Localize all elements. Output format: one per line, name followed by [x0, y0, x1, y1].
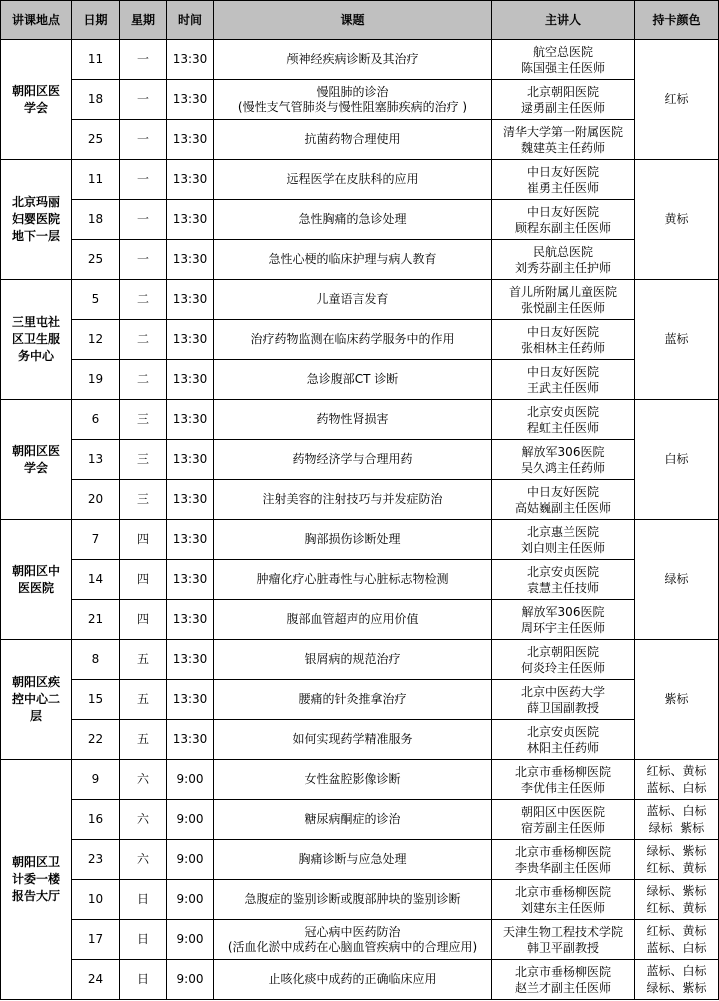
topic-cell: [214, 920, 492, 960]
card-color-line: 紫标: [664, 692, 689, 706]
table-row: [1, 560, 719, 600]
date-cell: 25: [72, 240, 120, 280]
table-row: [1, 160, 719, 200]
topic-cell: [214, 360, 492, 400]
speaker-cell: [492, 880, 635, 920]
topic-line: 急腹症的鉴别诊断或腹部肿块的鉴别诊断: [244, 892, 461, 906]
time-cell: 13:30: [167, 80, 214, 120]
speaker-line: 北京市垂杨柳医院: [514, 964, 611, 979]
location-line: 区卫生服: [11, 332, 60, 346]
topic-cell: [214, 600, 492, 640]
speaker-line: 刘建东主任医师: [520, 900, 605, 915]
speaker-line: 北京安贞医院: [526, 404, 599, 419]
card-color-line: 蓝标、白标: [646, 940, 707, 955]
topic-cell: [214, 120, 492, 160]
topic-line: 银屑病的规范治疗: [304, 652, 401, 666]
speaker-cell: [492, 640, 635, 680]
topic-cell: [214, 400, 492, 440]
card-color-line: 绿标: [664, 572, 689, 586]
table-row: [1, 80, 719, 120]
weekday-cell: 三: [120, 440, 167, 480]
speaker-line: 中日友好医院: [526, 484, 599, 499]
weekday-cell: 二: [120, 320, 167, 360]
speaker-cell: [492, 520, 635, 560]
weekday-cell: 二: [120, 280, 167, 320]
table-row: [1, 40, 719, 80]
speaker-cell: [492, 720, 635, 760]
speaker-line: 魏建英主任药师: [520, 140, 605, 155]
time-cell: 13:30: [167, 240, 214, 280]
date-cell: 21: [72, 600, 120, 640]
table-row: [1, 800, 719, 840]
location-cell: [1, 400, 72, 520]
location-line: 报告大厅: [11, 889, 60, 903]
speaker-line: 高姑巍副主任医师: [514, 500, 611, 515]
weekday-cell: 六: [120, 840, 167, 880]
speaker-cell: [492, 480, 635, 520]
card-color-cell: [635, 280, 719, 400]
date-cell: 7: [72, 520, 120, 560]
table-row: [1, 720, 719, 760]
date-cell: 16: [72, 800, 120, 840]
time-cell: 13:30: [167, 560, 214, 600]
time-cell: 9:00: [167, 920, 214, 960]
card-color-line: 绿标、紫标: [646, 980, 707, 995]
card-color-cell: [635, 40, 719, 160]
table-row: [1, 360, 719, 400]
topic-line: 急性心梗的临床护理与病人教育: [268, 252, 437, 266]
speaker-cell: [492, 680, 635, 720]
location-line: 务中心: [17, 349, 54, 363]
header-card-color: 持卡颜色: [635, 1, 719, 40]
topic-line: 慢阻肺的诊治: [316, 84, 389, 99]
speaker-line: 李贵华副主任医师: [514, 860, 611, 875]
card-color-cell: [635, 800, 719, 840]
location-cell: [1, 160, 72, 280]
speaker-line: 李优伟主任医师: [520, 780, 605, 795]
speaker-cell: [492, 120, 635, 160]
location-line: 三里屯社: [11, 315, 60, 329]
speaker-line: 赵兰才副主任医师: [514, 980, 611, 995]
speaker-line: 张悦副主任医师: [520, 300, 605, 315]
speaker-line: 中日友好医院: [526, 204, 599, 219]
topic-cell: [214, 520, 492, 560]
table-row: [1, 600, 719, 640]
speaker-line: 北京市垂杨柳医院: [514, 884, 611, 899]
card-color-line: 红标、黄标: [646, 923, 707, 938]
speaker-cell: [492, 560, 635, 600]
time-cell: 13:30: [167, 440, 214, 480]
card-color-cell: [635, 960, 719, 1000]
speaker-line: 解放军306医院: [521, 444, 605, 459]
topic-line: 冠心病中医药防治: [304, 924, 401, 939]
card-color-line: 蓝标、白标: [646, 963, 707, 978]
time-cell: 13:30: [167, 600, 214, 640]
date-cell: 25: [72, 120, 120, 160]
date-cell: 8: [72, 640, 120, 680]
header-time: 时间: [167, 1, 214, 40]
time-cell: 9:00: [167, 760, 214, 800]
location-line: 学会: [23, 460, 48, 475]
weekday-cell: 五: [120, 720, 167, 760]
topic-line: 儿童语言发育: [316, 292, 389, 306]
table-row: [1, 920, 719, 960]
speaker-line: 王武主任医师: [526, 380, 599, 395]
topic-cell: [214, 80, 492, 120]
speaker-line: 中日友好医院: [526, 324, 599, 339]
location-line: 计委一楼: [11, 872, 60, 886]
date-cell: 15: [72, 680, 120, 720]
table-row: [1, 960, 719, 1000]
date-cell: 18: [72, 80, 120, 120]
topic-cell: [214, 880, 492, 920]
card-color-line: 蓝标: [664, 332, 689, 346]
weekday-cell: 一: [120, 80, 167, 120]
topic-cell: [214, 960, 492, 1000]
speaker-cell: [492, 80, 635, 120]
date-cell: 24: [72, 960, 120, 1000]
card-color-line: 红标、黄标: [646, 763, 707, 778]
location-cell: [1, 40, 72, 160]
speaker-line: 民航总医院: [532, 244, 593, 259]
topic-line: 腹部血管超声的应用价值: [286, 612, 419, 626]
date-cell: 14: [72, 560, 120, 600]
topic-line: 止咳化痰中成药的正确临床应用: [268, 972, 437, 986]
weekday-cell: 五: [120, 680, 167, 720]
topic-line: 急性胸痛的急诊处理: [298, 212, 407, 226]
date-cell: 11: [72, 40, 120, 80]
card-color-line: 绿标、紫标: [646, 883, 707, 898]
table-row: [1, 760, 719, 800]
topic-line: 药物性肾损害: [316, 412, 389, 426]
table-row: [1, 120, 719, 160]
table-row: [1, 840, 719, 880]
speaker-line: 崔勇主任医师: [526, 180, 599, 195]
topic-line: 药物经济学与合理用药: [292, 452, 413, 466]
speaker-cell: [492, 40, 635, 80]
weekday-cell: 一: [120, 240, 167, 280]
table-row: [1, 480, 719, 520]
topic-cell: [214, 200, 492, 240]
location-cell: [1, 520, 72, 640]
weekday-cell: 日: [120, 880, 167, 920]
location-line: 朝阳区医: [11, 83, 60, 98]
speaker-line: 刘秀芬副主任护师: [514, 260, 611, 275]
topic-cell: [214, 800, 492, 840]
card-color-line: 蓝标、白标: [646, 803, 707, 818]
card-color-cell: [635, 640, 719, 760]
topic-line: 远程医学在皮肤科的应用: [286, 172, 419, 186]
topic-line: 注射美容的注射技巧与并发症防治: [262, 492, 443, 506]
topic-cell: [214, 40, 492, 80]
topic-line: 腰痛的针灸推拿治疗: [298, 692, 407, 706]
card-color-line: 红标、黄标: [646, 900, 707, 915]
speaker-line: 北京朝阳医院: [526, 84, 599, 99]
topic-line: 抗菌药物合理使用: [304, 132, 401, 146]
speaker-line: 北京市垂杨柳医院: [514, 844, 611, 859]
speaker-line: 航空总医院: [532, 44, 593, 59]
table-row: [1, 640, 719, 680]
weekday-cell: 二: [120, 360, 167, 400]
speaker-line: 薛卫国副教授: [526, 700, 599, 715]
time-cell: 13:30: [167, 160, 214, 200]
speaker-line: 周环宇主任医师: [520, 620, 605, 635]
topic-cell: [214, 680, 492, 720]
weekday-cell: 一: [120, 40, 167, 80]
speaker-line: 中日友好医院: [526, 164, 599, 179]
speaker-line: 北京市垂杨柳医院: [514, 764, 611, 779]
location-line: 妇婴医院: [11, 212, 60, 226]
speaker-line: 林阳主任药师: [526, 740, 599, 755]
speaker-line: 北京中医药大学: [520, 684, 605, 699]
topic-cell: [214, 240, 492, 280]
topic-cell: [214, 440, 492, 480]
speaker-line: 何炎玲主任医师: [520, 660, 605, 675]
table-row: [1, 200, 719, 240]
card-color-line: 绿标、紫标: [646, 843, 707, 858]
speaker-cell: [492, 760, 635, 800]
card-color-cell: [635, 840, 719, 880]
header-speaker: 主讲人: [492, 1, 635, 40]
date-cell: 19: [72, 360, 120, 400]
header-topic: 课题: [214, 1, 492, 40]
speaker-cell: [492, 280, 635, 320]
speaker-line: 北京安贞医院: [526, 724, 599, 739]
weekday-cell: 四: [120, 520, 167, 560]
speaker-cell: [492, 200, 635, 240]
date-cell: 17: [72, 920, 120, 960]
speaker-cell: [492, 320, 635, 360]
location-line: 朝阳区中: [11, 563, 60, 578]
header-row: [1, 1, 719, 40]
speaker-cell: [492, 400, 635, 440]
weekday-cell: 一: [120, 160, 167, 200]
topic-line: 如何实现药学精准服务: [292, 732, 413, 746]
date-cell: 18: [72, 200, 120, 240]
speaker-line: 顾程东副主任医师: [514, 220, 611, 235]
card-color-line: 蓝标、白标: [646, 780, 707, 795]
card-color-cell: [635, 520, 719, 640]
card-color-line: 白标: [664, 452, 689, 466]
weekday-cell: 三: [120, 480, 167, 520]
location-line: 控中心二: [11, 692, 60, 706]
date-cell: 20: [72, 480, 120, 520]
card-color-line: 绿标 紫标: [648, 820, 705, 835]
speaker-line: 解放军306医院: [521, 604, 605, 619]
weekday-cell: 日: [120, 920, 167, 960]
topic-line: (慢性支气管肺炎与慢性阻塞肺疾病的治疗 ): [237, 99, 468, 114]
speaker-line: 陈国强主任医师: [520, 60, 605, 75]
card-color-line: 黄标: [664, 212, 689, 226]
date-cell: 6: [72, 400, 120, 440]
table-row: [1, 320, 719, 360]
speaker-cell: [492, 240, 635, 280]
time-cell: 13:30: [167, 360, 214, 400]
time-cell: 9:00: [167, 800, 214, 840]
date-cell: 13: [72, 440, 120, 480]
time-cell: 13:30: [167, 680, 214, 720]
topic-cell: [214, 280, 492, 320]
weekday-cell: 六: [120, 800, 167, 840]
header-date: 日期: [72, 1, 120, 40]
speaker-line: 天津生物工程技术学院: [502, 924, 623, 939]
table-row: [1, 440, 719, 480]
date-cell: 23: [72, 840, 120, 880]
time-cell: 13:30: [167, 520, 214, 560]
speaker-line: 北京朝阳医院: [526, 644, 599, 659]
speaker-line: 北京惠兰医院: [526, 524, 599, 539]
topic-line: 胸部损伤诊断处理: [304, 532, 401, 546]
speaker-line: 张相林主任药师: [520, 340, 605, 355]
schedule-body: [1, 40, 719, 1000]
speaker-line: 程虹主任医师: [526, 420, 599, 435]
location-line: 朝阳区卫: [11, 855, 60, 869]
time-cell: 13:30: [167, 480, 214, 520]
weekday-cell: 四: [120, 560, 167, 600]
location-line: 朝阳区医: [11, 443, 60, 458]
speaker-cell: [492, 920, 635, 960]
date-cell: 12: [72, 320, 120, 360]
location-line: 北京玛丽: [11, 195, 60, 209]
topic-line: 肿瘤化疗心脏毒性与心脏标志物检测: [256, 572, 449, 586]
speaker-line: 逯勇副主任医师: [520, 100, 605, 115]
topic-cell: [214, 840, 492, 880]
time-cell: 9:00: [167, 880, 214, 920]
table-row: [1, 880, 719, 920]
topic-line: 颅神经疾病诊断及其治疗: [286, 52, 419, 66]
header-location: 讲课地点: [1, 1, 72, 40]
location-line: 医医院: [17, 580, 54, 595]
topic-cell: [214, 560, 492, 600]
location-line: 朝阳区疾: [11, 675, 60, 689]
card-color-cell: [635, 160, 719, 280]
topic-cell: [214, 640, 492, 680]
table-row: [1, 400, 719, 440]
weekday-cell: 日: [120, 960, 167, 1000]
time-cell: 13:30: [167, 200, 214, 240]
topic-line: (活血化淤中成药在心脑血管疾病中的合理应用): [227, 939, 478, 954]
topic-cell: [214, 160, 492, 200]
speaker-cell: [492, 800, 635, 840]
topic-line: 糖尿病酮症的诊治: [304, 812, 401, 826]
speaker-cell: [492, 360, 635, 400]
date-cell: 10: [72, 880, 120, 920]
weekday-cell: 三: [120, 400, 167, 440]
date-cell: 22: [72, 720, 120, 760]
card-color-line: 红标: [664, 92, 689, 106]
time-cell: 13:30: [167, 720, 214, 760]
time-cell: 9:00: [167, 960, 214, 1000]
speaker-cell: [492, 600, 635, 640]
speaker-line: 朝阳区中医医院: [520, 804, 605, 819]
table-row: [1, 680, 719, 720]
time-cell: 9:00: [167, 840, 214, 880]
time-cell: 13:30: [167, 40, 214, 80]
topic-cell: [214, 720, 492, 760]
time-cell: 13:30: [167, 120, 214, 160]
speaker-line: 吴久鸿主任药师: [520, 460, 605, 475]
speaker-line: 韩卫平副教授: [526, 940, 599, 955]
speaker-line: 袁慧主任技师: [526, 580, 599, 595]
weekday-cell: 五: [120, 640, 167, 680]
location-line: 学会: [23, 100, 48, 115]
speaker-line: 中日友好医院: [526, 364, 599, 379]
weekday-cell: 四: [120, 600, 167, 640]
card-color-line: 红标、黄标: [646, 860, 707, 875]
topic-line: 胸痛诊断与应急处理: [298, 852, 407, 866]
header-weekday: 星期: [120, 1, 167, 40]
speaker-line: 北京安贞医院: [526, 564, 599, 579]
topic-cell: [214, 320, 492, 360]
topic-line: 急诊腹部CT 诊断: [306, 372, 399, 386]
topic-line: 治疗药物监测在临床药学服务中的作用: [250, 332, 455, 346]
topic-line: 女性盆腔影像诊断: [304, 772, 401, 786]
weekday-cell: 六: [120, 760, 167, 800]
weekday-cell: 一: [120, 120, 167, 160]
date-cell: 11: [72, 160, 120, 200]
table-row: [1, 520, 719, 560]
card-color-cell: [635, 760, 719, 800]
speaker-line: 首儿所附属儿童医院: [508, 284, 617, 299]
card-color-cell: [635, 920, 719, 960]
speaker-line: 宿芳副主任医师: [520, 820, 605, 835]
speaker-cell: [492, 840, 635, 880]
speaker-line: 清华大学第一附属医院: [502, 124, 623, 139]
time-cell: 13:30: [167, 280, 214, 320]
location-line: 层: [29, 709, 42, 723]
date-cell: 5: [72, 280, 120, 320]
table-row: [1, 240, 719, 280]
time-cell: 13:30: [167, 640, 214, 680]
topic-cell: [214, 760, 492, 800]
time-cell: 13:30: [167, 320, 214, 360]
location-line: 地下一层: [11, 229, 60, 243]
card-color-cell: [635, 400, 719, 520]
speaker-cell: [492, 960, 635, 1000]
speaker-line: 刘白则主任医师: [520, 540, 605, 555]
location-cell: [1, 760, 72, 1000]
date-cell: 9: [72, 760, 120, 800]
speaker-cell: [492, 160, 635, 200]
time-cell: 13:30: [167, 400, 214, 440]
location-cell: [1, 640, 72, 760]
card-color-cell: [635, 880, 719, 920]
speaker-cell: [492, 440, 635, 480]
location-cell: [1, 280, 72, 400]
weekday-cell: 一: [120, 200, 167, 240]
table-row: [1, 280, 719, 320]
topic-cell: [214, 480, 492, 520]
